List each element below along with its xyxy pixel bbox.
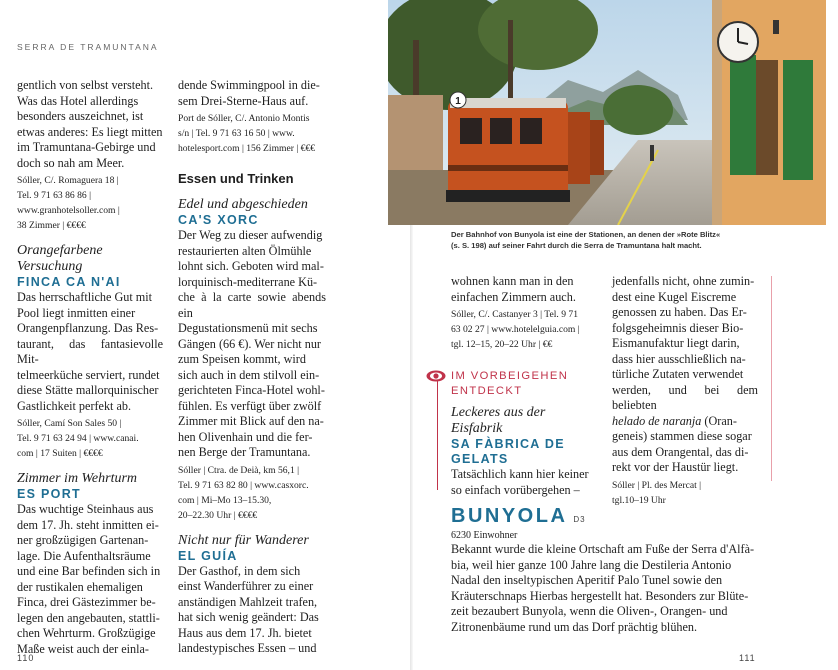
casxorc-info: Sóller | Ctra. de Deià, km 56,1 | Tel. 9 71 63 82 80 | www.casxorc. com | Mi–Mo 13–15.30, 20–22.30 Uhr | €€€€ <box>178 464 309 521</box>
esport-text-cont: dende Swimmingpool in die- sem Drei-Sterne-Haus auf. <box>178 78 320 108</box>
right-column-1 <box>451 274 598 352</box>
section-title-essen: Essen und Trinken <box>178 171 294 186</box>
map-grid-ref: D3 <box>573 515 586 524</box>
finca-tagline: Orangefarbene Versuchung <box>17 243 103 274</box>
elguia-info: Sóller, C/. Castanyer 3 | Tel. 9 71 63 02 27 | www.hotelelguia.com | tgl. 12–15, 20–22 Uhr | €€ <box>451 309 580 350</box>
tip-box-bar <box>437 372 438 490</box>
elguia-name: EL GUÍA <box>178 548 238 563</box>
column-rule <box>771 276 772 481</box>
photo-marker: 1 <box>455 96 461 107</box>
bunyola-section <box>451 529 760 635</box>
casxorc-name: CA'S XORC <box>178 213 259 227</box>
bunyola-title: BUNYOLA <box>451 505 568 527</box>
tip-tagline: Leckeres aus der Eisfabrik <box>451 405 546 436</box>
tip-heading: IM VORBEIGEHEN ENTDECKT <box>451 370 569 397</box>
left-column-1 <box>17 78 163 657</box>
eye-icon <box>426 370 446 382</box>
elguia-tagline: Nicht nur für Wanderer <box>178 532 309 548</box>
tip-text: Tatsächlich kann hier keiner so einfach vorübergehen – <box>451 467 589 497</box>
bunyola-population: 6230 Einwohner <box>451 530 518 541</box>
tip-box <box>451 405 598 498</box>
bunyola-text: Bekannt wurde die kleine Ortschaft am Fuße der Serra d'Alfà- bia, weil hier ganze 100 Jahre lang die Destileria Antonio Nadal den inseltypischen Aperitif Palo Tunel sowie den Kräuterschnaps Hierbas hergestellt hat. Besonders zur Blüte- zeit bezaubert Bunyola, wenn die Oliven-, Orangen- und Zitronenbäume rund um das Dorf prächtig blühen. <box>451 542 755 634</box>
finca-info: Sóller, Camí Son Sales 50 | Tel. 9 71 63 24 94 | www.canai. com | 17 Suiten | €€€€ <box>17 418 139 459</box>
left-column-2 <box>178 78 326 657</box>
right-column-2 <box>612 274 758 508</box>
esport-name: ES PORT <box>17 487 81 501</box>
elguia-text: Der Gasthof, in dem sich einst Wanderführer zu einer anständigen Mahlzeit trafen, hat sich wenig geändert: Das Haus aus dem 17. Jh. bietet landestypisches Essen – und <box>178 563 319 655</box>
tip-info: Sóller | Pl. des Mercat | tgl.10–19 Uhr <box>612 479 702 506</box>
esport-tagline: Zimmer im Wehrturm <box>17 471 138 486</box>
casxorc-tagline: Edel und abgeschieden <box>178 197 308 212</box>
esport-info: Port de Sóller, C/. Antonio Montis s/n | Tel. 9 71 63 16 50 | www. hotelesport.com | 156 Zimmer | €€€ <box>178 113 316 154</box>
italic-phrase: helado de naranja <box>612 413 702 428</box>
esport-text: Das wuchtige Steinhaus aus dem 17. Jh. steht inmitten ei- ner großzügigen Gartenan- lage. Die Aufenthaltsräume und eine Bar befinden sich in der rustikalen ehemaligen Finca, drei Gästezimmer be- legen den angebauten, stattli- chen Wehrturm. Großzügige Maße weist auch der einla- <box>17 502 161 656</box>
page-number-left: 110 <box>17 653 35 663</box>
photo-illustration <box>388 0 826 225</box>
tip-text-cont: jedenfalls nicht, ohne zumin- dest eine Kugel Eiscreme genossen zu haben. Das Er- folgsgeheimnis dieser Bio- Eismanufaktur liegt darin, dass hier ausschließlich na- türliche Zutaten verwendet werden, und bei dem beliebten helado de naranja (Oran- geneis) stammen diese sogar aus dem Orangental, das di- rekt vor der Haustür liegt. <box>612 274 758 474</box>
casxorc-text: Der Weg zu dieser aufwendig restaurierten alten Ölmühle lohnt sich. Geboten wird mal- lorquinisch-mediterrane Kü- che à la carte sowie abends ein Degustationsmenü mit sechs Gängen (66 €). Wer nicht nur zum Speisen kommt, wird sich auch in dem stilvoll ein- gerichteten Finca-Hotel wohl- fühlen. Es verfügt über zwölf Zimmer mit Blick auf den na- hen Olivenhain und die fer- nen Berge der Tramuntana. <box>178 228 326 459</box>
finca-text: Das herrschaftliche Gut mit Pool liegt inmitten einer Orangenpflanzung. Das Res- taurant, das fantasievolle Mit- telmeerküche serviert, rundet diese Stätte mallorquinischer Gastlichkeit perfekt ab. <box>17 290 163 413</box>
train-station-photo <box>388 0 826 225</box>
hotel-text: gentlich von selbst versteht. Was das Hotel allerdings besonders auszeichnet, ist etwas anderes: Es liegt mitten im Tramuntana-Gebirge und doch so nah am Meer. <box>17 78 163 170</box>
tip-name: SA FÀBRICA DE GELATS <box>451 437 565 466</box>
hotel-info: Sóller, C/. Romaguera 18 | Tel. 9 71 63 86 86 | www.granhotelsoller.com | 38 Zimmer | €€€€ <box>17 175 120 231</box>
elguia-text-cont: wohnen kann man in den einfachen Zimmern auch. <box>451 274 576 304</box>
page-number-right: 111 <box>739 653 756 663</box>
finca-name: FINCA CA N'AI <box>17 275 121 289</box>
running-head: SERRA DE TRAMUNTANA <box>17 42 159 52</box>
photo-caption: Der Bahnhof von Bunyola ist eine der Stationen, an denen der »Rote Blitz« (s. S. 198) auf seiner Fahrt durch die Serra de Tramuntana halt macht. <box>451 230 721 250</box>
bunyola-heading <box>451 505 586 528</box>
